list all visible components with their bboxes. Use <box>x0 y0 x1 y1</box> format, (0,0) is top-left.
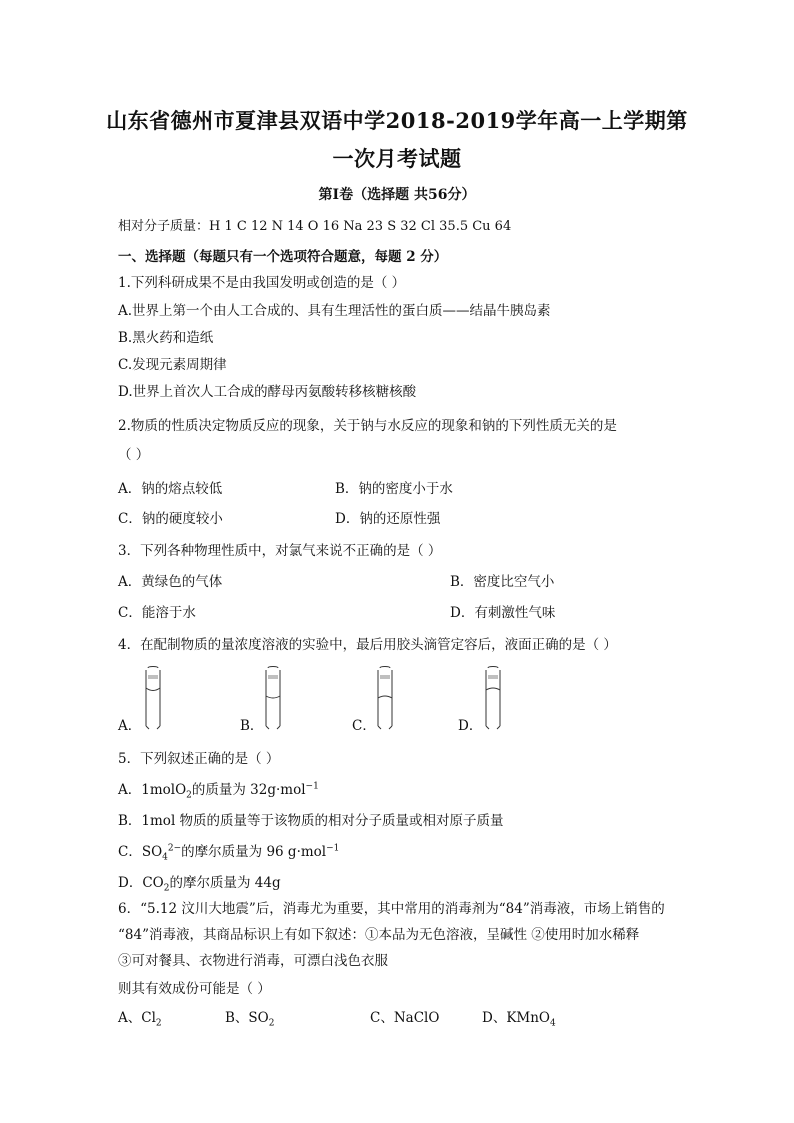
q6-option-c: C、NaClO <box>370 1010 440 1026</box>
q6-stem-line4: 则其有效成份可能是（ ） <box>118 981 271 997</box>
q2-option-d: D．钠的还原性强 <box>335 511 441 527</box>
section1-heading: 一、选择题（每题只有一个选项符合题意，每题 2 分） <box>118 249 448 265</box>
q5-a-text: A．1molO <box>118 782 187 798</box>
q5-d-subscript: 2 <box>163 883 170 894</box>
q3-option-b: B．密度比空气小 <box>450 574 555 590</box>
section-subtitle: 第Ⅰ卷（选择题 共56分） <box>318 187 476 203</box>
q5-c-text: C．SO <box>118 844 163 860</box>
q2-option-b: B．钠的密度小于水 <box>335 481 453 497</box>
q5-option-b: B．1mol 物质的质量等于该物质的相对分子质量或相对原子质量 <box>118 813 504 829</box>
q3-stem: 3．下列各种物理性质中，对氯气来说不正确的是（ ） <box>118 543 442 559</box>
page-title-line1: 山东省德州市夏津县双语中学2018-2019学年高一上学期第 <box>106 108 688 133</box>
q2-option-c: C．钠的硬度较小 <box>118 511 223 527</box>
q6-stem-line3: ③可对餐具、衣物进行消毒，可漂白浅色衣服 <box>118 953 388 969</box>
q5-c-text-2: 的摩尔质量为 96 g·mol <box>181 844 327 860</box>
q6-option-b <box>225 1009 274 1027</box>
q5-option-a <box>118 781 319 799</box>
q4-stem: 4．在配制物质的量浓度溶液的实验中，最后用胶头滴管定容后，液面正确的是（ ） <box>118 637 617 653</box>
flask-neck-c-diagram <box>374 666 396 730</box>
q3-option-d: D．有刺激性气味 <box>450 605 556 621</box>
q6-b-text: B、SO <box>225 1010 269 1026</box>
q1-option-d: D.世界上首次人工合成的酵母丙氨酸转移核糖核酸 <box>118 384 417 400</box>
q5-d-text-2: 的摩尔质量为 44g <box>169 875 281 891</box>
q6-d-subscript: 4 <box>550 1018 556 1029</box>
q1-option-a: A.世界上第一个由人工合成的、具有生理活性的蛋白质——结晶牛胰岛素 <box>118 303 551 319</box>
q2-option-a: A．钠的熔点较低 <box>118 481 223 497</box>
q5-option-d <box>118 874 281 892</box>
q5-a-text-2: 的质量为 32g·mol <box>191 782 306 798</box>
q6-a-subscript: 2 <box>155 1018 162 1029</box>
q5-c-subscript: 4 <box>162 852 168 863</box>
flask-neck-d-diagram <box>482 666 504 730</box>
q5-c-charge: 2− <box>167 843 182 854</box>
q5-a-superscript: −1 <box>305 781 319 792</box>
q6-stem-line2: “84”消毒液，其商品标识上有如下叙述：①本品为无色溶液，呈碱性 ②使用时加水稀释 <box>118 927 640 943</box>
q1-option-c: C.发现元素周期律 <box>118 357 227 373</box>
q5-option-c <box>118 843 339 861</box>
q6-a-text: A、Cl <box>118 1010 156 1026</box>
q6-option-a <box>118 1009 162 1027</box>
q4-option-d: D． <box>458 718 483 734</box>
q4-option-b: B． <box>240 718 264 734</box>
q1-option-b: B.黑火药和造纸 <box>118 330 214 346</box>
page-title-line2: 一次月考试题 <box>332 146 462 171</box>
q5-c-superscript: −1 <box>326 843 340 854</box>
q5-d-text: D．CO <box>118 875 164 891</box>
flask-neck-b-diagram <box>262 666 284 730</box>
q6-stem-line1: 6．“5.12 汶川大地震”后，消毒尤为重要，其中常用的消毒剂为“84”消毒液，市场上销售的 <box>118 901 665 917</box>
q3-option-c: C．能溶于水 <box>118 605 196 621</box>
q6-d-text: D、KMnO <box>482 1010 550 1026</box>
q4-option-a: A． <box>118 718 142 734</box>
q2-stem-line2: （ ） <box>118 447 150 463</box>
q3-option-a: A．黄绿色的气体 <box>118 574 223 590</box>
q6-b-subscript: 2 <box>268 1018 275 1029</box>
q5-stem: 5．下列叙述正确的是（ ） <box>118 751 280 767</box>
q6-option-d <box>482 1009 556 1027</box>
atomic-masses: 相对分子质量：H 1 C 12 N 14 O 16 Na 23 S 32 Cl 35.5 Cu 64 <box>118 219 512 234</box>
q1-stem: 1.下列科研成果不是由我国发明或创造的是（ ） <box>118 275 406 291</box>
q2-stem-line1: 2.物质的性质决定物质反应的现象，关于钠与水反应的现象和钠的下列性质无关的是 <box>118 418 617 434</box>
q4-option-c: C． <box>352 718 376 734</box>
flask-neck-a-diagram <box>142 666 164 730</box>
q5-a-subscript: 2 <box>186 790 192 801</box>
